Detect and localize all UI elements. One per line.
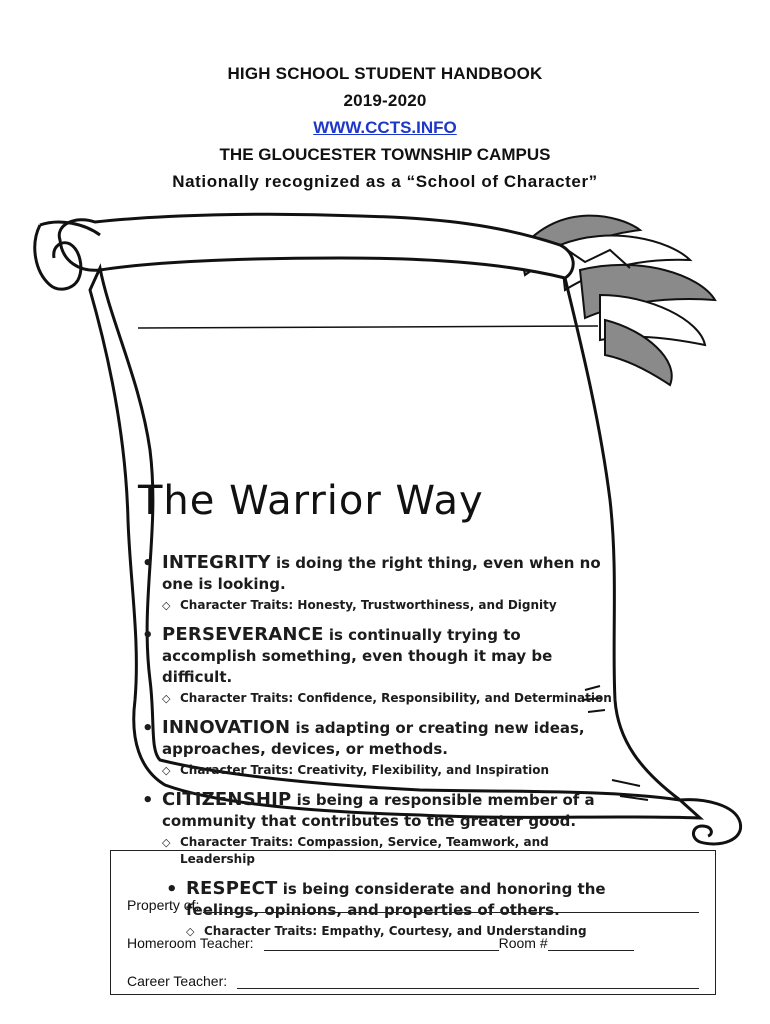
career-label: Career Teacher: <box>127 973 228 989</box>
value-word: CITIZENSHIP <box>162 789 292 810</box>
value-description: is being a responsible member of a community that contributes to the greater good. <box>162 791 595 830</box>
property-field[interactable] <box>203 898 699 913</box>
value-statement <box>162 717 620 760</box>
traits-text: Character Traits: Compassion, Service, Teamwork, and Leadership <box>180 835 549 866</box>
value-description: is being considerate and honoring the feelings, opinions, and properties of others. <box>186 880 606 919</box>
diamond-icon: ◇ <box>162 764 171 777</box>
traits-text: Character Traits: Honesty, Trustworthiness, and Dignity <box>180 598 557 612</box>
homeroom-teacher-field[interactable] <box>264 936 499 951</box>
diamond-icon: ◇ <box>186 925 195 938</box>
value-statement <box>162 552 620 595</box>
traits-text: Character Traits: Confidence, Responsibility, and Determination <box>180 691 612 705</box>
warrior-way-title: The Warrior Way <box>138 478 484 524</box>
value-word: RESPECT <box>186 878 278 899</box>
value-word: INTEGRITY <box>162 552 271 573</box>
value-description: is adapting or creating new ideas, approaches, devices, or methods. <box>162 719 585 758</box>
value-word: PERSEVERANCE <box>162 624 324 645</box>
list-item-innovation <box>140 717 620 779</box>
diamond-icon: ◇ <box>162 692 171 705</box>
bullet-icon: • <box>166 879 178 900</box>
property-label: Property of: <box>127 897 200 913</box>
campus-name: THE GLOUCESTER TOWNSHIP CAMPUS <box>219 145 551 164</box>
website-link[interactable]: WWW.CCTS.INFO <box>313 118 457 137</box>
bullet-icon: • <box>142 553 154 574</box>
value-traits <box>162 597 620 614</box>
room-label: Room # <box>498 935 548 951</box>
bullet-icon: • <box>142 625 154 646</box>
list-item-perseverance <box>140 624 620 707</box>
value-statement <box>162 789 620 832</box>
bullet-icon: • <box>142 790 154 811</box>
value-traits <box>162 690 620 707</box>
bullet-icon: • <box>142 718 154 739</box>
handbook-header <box>0 60 770 195</box>
diamond-icon: ◇ <box>162 836 171 849</box>
diamond-icon: ◇ <box>162 599 171 612</box>
career-teacher-field[interactable] <box>237 974 699 989</box>
room-number-field[interactable] <box>548 936 634 951</box>
career-row <box>127 951 699 989</box>
property-row <box>127 875 699 913</box>
value-description: is doing the right thing, even when no one is looking. <box>162 554 601 593</box>
handbook-title: HIGH SCHOOL STUDENT HANDBOOK <box>227 64 543 83</box>
traits-text: Character Traits: Empathy, Courtesy, and Understanding <box>204 924 587 938</box>
traits-text: Character Traits: Creativity, Flexibility, and Inspiration <box>180 763 550 777</box>
tagline: Nationally recognized as a “School of Character” <box>172 172 598 191</box>
list-item-integrity <box>140 552 620 614</box>
value-description: is continually trying to accomplish something, even though it may be difficult. <box>162 626 553 686</box>
homeroom-row <box>127 913 699 951</box>
value-traits <box>162 762 620 779</box>
homeroom-label: Homeroom Teacher: <box>127 935 254 951</box>
value-word: INNOVATION <box>162 717 291 738</box>
school-year: 2019-2020 <box>343 91 427 110</box>
value-statement <box>162 624 620 688</box>
ownership-form <box>110 850 716 995</box>
